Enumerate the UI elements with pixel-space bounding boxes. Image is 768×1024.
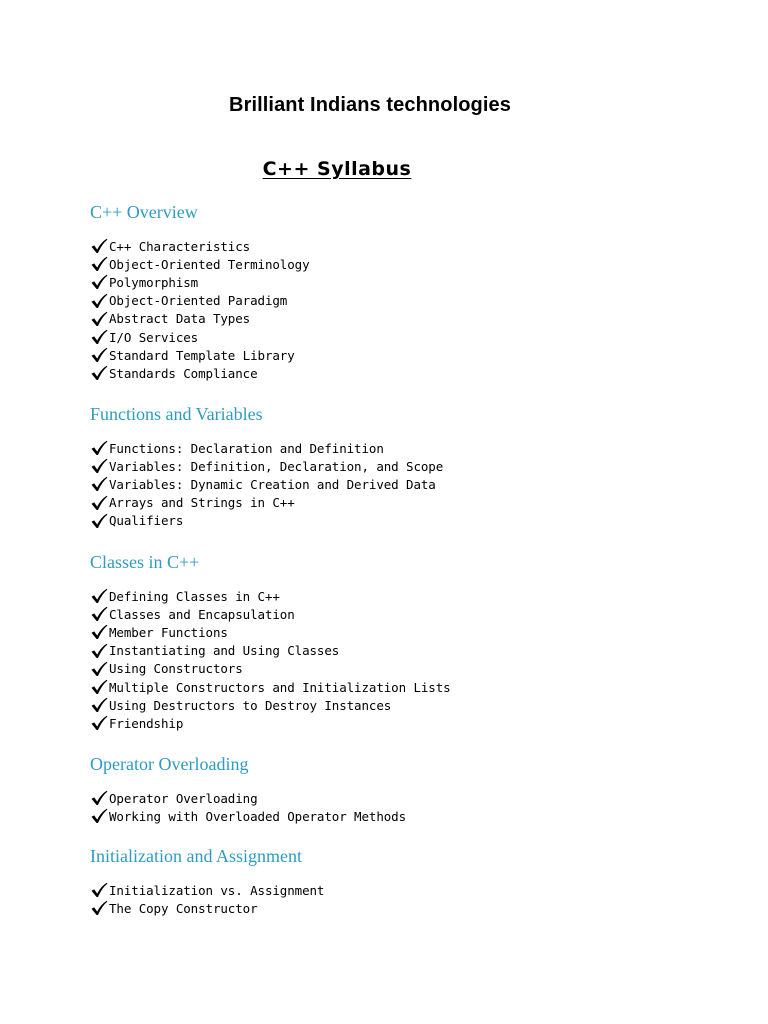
check-icon — [90, 495, 108, 511]
list-item-text: Friendship — [109, 715, 184, 731]
list-item — [90, 310, 750, 328]
list-item — [90, 605, 750, 623]
check-icon — [90, 900, 108, 916]
check-icon — [90, 513, 108, 529]
list-item-text: Using Constructors — [109, 661, 243, 677]
check-icon — [90, 256, 108, 272]
list-item — [90, 678, 750, 696]
list-item — [90, 696, 750, 714]
section-item-list — [90, 789, 750, 825]
list-item — [90, 255, 750, 273]
check-icon — [90, 365, 108, 381]
list-item — [90, 807, 750, 825]
check-icon — [90, 329, 108, 345]
list-item — [90, 512, 750, 530]
list-item — [90, 881, 750, 899]
section-3 — [90, 551, 750, 733]
check-icon — [90, 458, 108, 474]
check-icon — [90, 440, 108, 456]
section-1 — [90, 201, 750, 383]
list-item — [90, 273, 750, 291]
list-item — [90, 714, 750, 732]
list-item — [90, 789, 750, 807]
syllabus-title: C++ Syllabus — [262, 158, 412, 180]
list-item-text: Standards Compliance — [109, 365, 258, 381]
list-item-text: C++ Characteristics — [109, 238, 251, 254]
list-item — [90, 475, 750, 493]
list-item — [90, 457, 750, 475]
list-item-text: Variables: Definition, Declaration, and Scope — [109, 458, 444, 474]
section-heading: Classes in C++ — [90, 552, 200, 572]
list-item — [90, 328, 750, 346]
check-icon — [90, 238, 108, 254]
check-icon — [90, 588, 108, 604]
section-heading: Initialization and Assignment — [90, 846, 302, 866]
list-item — [90, 660, 750, 678]
list-item — [90, 439, 750, 457]
list-item-text: Object-Oriented Paradigm — [109, 293, 288, 309]
section-5 — [90, 845, 750, 917]
section-item-list — [90, 439, 750, 530]
section-4 — [90, 753, 750, 825]
check-icon — [90, 624, 108, 640]
check-icon — [90, 274, 108, 290]
section-heading: Operator Overloading — [90, 754, 249, 774]
list-item-text: Qualifiers — [109, 513, 184, 529]
list-item-text: Object-Oriented Terminology — [109, 256, 310, 272]
check-icon — [90, 790, 108, 806]
section-heading: C++ Overview — [90, 202, 198, 222]
list-item-text: Defining Classes in C++ — [109, 588, 280, 604]
section-heading: Functions and Variables — [90, 404, 263, 424]
check-icon — [90, 293, 108, 309]
check-icon — [90, 697, 108, 713]
list-item-text: Member Functions — [109, 624, 228, 640]
check-icon — [90, 882, 108, 898]
list-item-text: Working with Overloaded Operator Methods — [109, 808, 407, 824]
list-item — [90, 587, 750, 605]
list-item — [90, 237, 750, 255]
list-item-text: Instantiating and Using Classes — [109, 643, 340, 659]
list-item-text: Operator Overloading — [109, 790, 258, 806]
list-item-text: Classes and Encapsulation — [109, 606, 295, 622]
check-icon — [90, 643, 108, 659]
list-item-text: Multiple Constructors and Initialization Lists — [109, 679, 451, 695]
list-item — [90, 642, 750, 660]
list-item — [90, 364, 750, 382]
list-item-text: Using Destructors to Destroy Instances — [109, 697, 392, 713]
list-item — [90, 494, 750, 512]
check-icon — [90, 347, 108, 363]
list-item-text: Arrays and Strings in C++ — [109, 495, 295, 511]
section-item-list — [90, 237, 750, 383]
list-item-text: The Copy Constructor — [109, 900, 258, 916]
section-item-list — [90, 881, 750, 917]
check-icon — [90, 606, 108, 622]
list-item-text: Polymorphism — [109, 274, 199, 290]
list-item — [90, 292, 750, 310]
company-name: Brilliant Indians technologies — [229, 94, 511, 116]
check-icon — [90, 476, 108, 492]
section-item-list — [90, 587, 750, 733]
check-icon — [90, 808, 108, 824]
list-item-text: I/O Services — [109, 329, 199, 345]
list-item — [90, 899, 750, 917]
list-item-text: Standard Template Library — [109, 347, 295, 363]
list-item-text: Initialization vs. Assignment — [109, 882, 325, 898]
check-icon — [90, 679, 108, 695]
list-item — [90, 346, 750, 364]
check-icon — [90, 661, 108, 677]
check-icon — [90, 311, 108, 327]
check-icon — [90, 715, 108, 731]
list-item-text: Variables: Dynamic Creation and Derived Data — [109, 476, 436, 492]
section-2 — [90, 403, 750, 530]
list-item-text: Functions: Declaration and Definition — [109, 440, 384, 456]
list-item — [90, 623, 750, 641]
list-item-text: Abstract Data Types — [109, 311, 251, 327]
